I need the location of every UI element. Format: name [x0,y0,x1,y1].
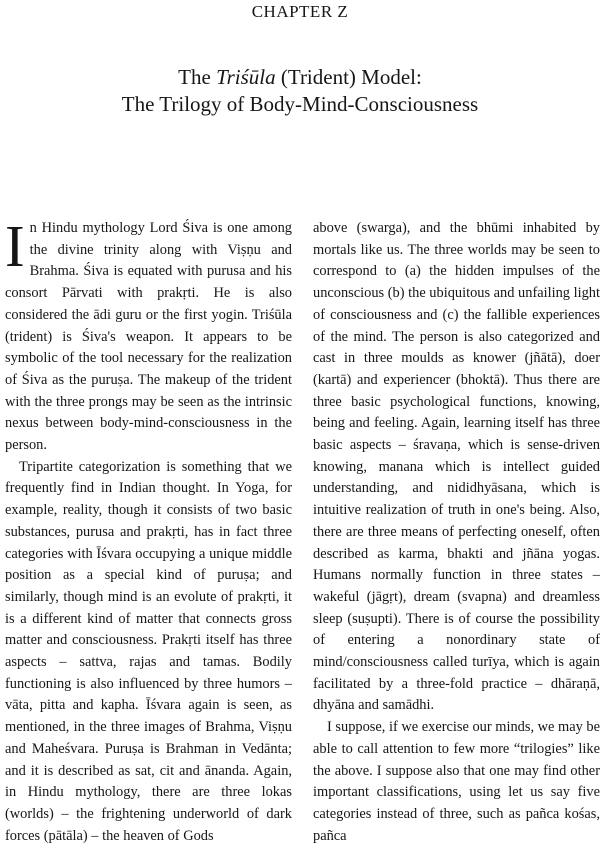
right-column [313,218,600,847]
title-line-1-post: (Trident) Model: [275,65,422,89]
drop-cap: I [5,213,25,279]
left-paragraph-1-text: n Hindu mythology Lord Śiva is one among the divine trinity along with Viṣṇu and Brahma. Śiva is equated with purusa and his consort Pārvati with prakṛti. He is also considered the ādi guru or the first yogin. Triśūla (trident) is Śiva's weapon. It appears to be symbolic of the tool necessary for the realization of Śiva as the puruṣa. The makeup of the trident with the three prongs may be seen as the intrinsic nexus between body-mind-consciousness in the person. [5,220,292,454]
left-column [5,213,292,847]
title-line-1-italic: Triśūla [216,65,276,89]
left-paragraph-2: Tripartite categorization is something that we frequently find in Indian thought. In Yoga, for example, reality, though it consists of two basic substances, purusa and prakṛti, has in fact three categories with Īśvara occupying a unique middle position as a special kind of puruṣa; and similarly, though mind is an evolute of prakṛti, it is a different kind of matter that connects gross matter and consciousness. Prakṛti itself has three aspects – sattva, rajas and tamas. Bodily functioning is also influenced by three humors – vāta, pitta and kapha. Īśvara again is seen, as mentioned, in the three images of Brahma, Viṣṇu and Maheśvara. Puruṣa is Brahman in Vedānta; and it is described as sat, cit and ānanda. Again, in Hindu mythology, there are three lokas (worlds) – the frightening underworld of dark forces (pātāla) – the heaven of Gods [5,458,292,844]
title-line-1-pre: The [178,65,217,89]
page-title [0,64,600,118]
left-paragraph-1 [5,213,292,457]
right-paragraph-2: I suppose, if we exercise our minds, we may be able to call attention to few more “trilogies” like the above. I suppose also that one may find other important classifications, using let us say five categories instead of three, such as pañca kośas, pañca [313,719,600,844]
title-line-1 [0,64,600,91]
chapter-heading: CHAPTER Z [251,2,349,21]
title-line-2: The Trilogy of Body-Mind-Consciousness [121,92,479,116]
right-paragraph-1: above (swarga), and the bhūmi inhabited by mortals like us. The three worlds may be seen to correspond to (a) the hidden impulses of the unconscious (b) the ubiquitous and unfailing light of consciousness and (c) the fallible experiences of the mind. The person is also categorized and cast in three moulds as knower (jñātā), doer (kartā) and experiencer (bhoktā). Thus there are three basic psychological functions, knowing, being and feeling. Again, learning itself has three basic aspects – śravaṇa, which is sense-driven knowing, manana which is intellect guided understanding, and nididhyāsana, which is intuitive realization of truth in one's being. Also, there are three means of perfecting oneself, often described as karma, bhakti and jñāna yogas. Humans normally function in three states – wakeful (jāgṛt), dream (svapna) and dreamless sleep (suṣupti). There is of course the possibility of entering a nonordinary state of mind/consciousness called turīya, which is again facilitated by a three-fold practice – dhāraṇā, dhyāna and samādhi. [313,220,600,714]
